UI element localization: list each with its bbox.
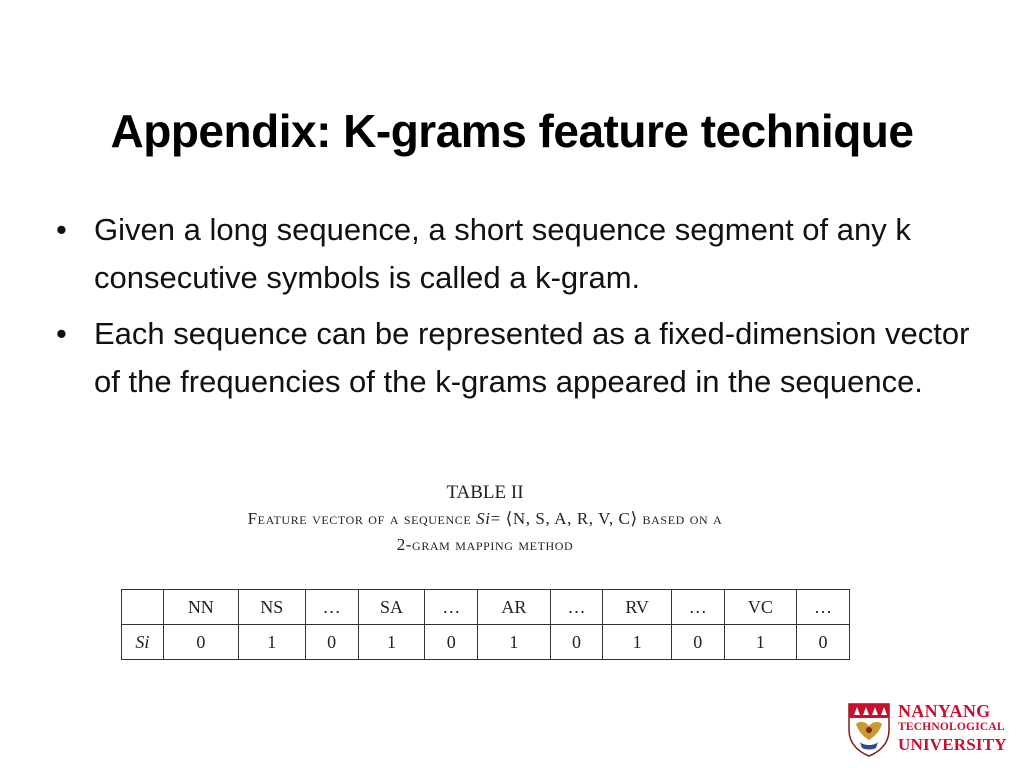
header-cell: …: [671, 590, 724, 625]
bullet-list: [54, 206, 974, 414]
bullet-text: Each sequence can be represented as a fixed-dimension vector of the frequencies of the k-grams appeared in the sequence.: [94, 316, 970, 399]
value-cell: 0: [305, 625, 358, 660]
header-cell: VC: [724, 590, 796, 625]
bullet-item: [54, 206, 974, 302]
table-caption: [120, 480, 850, 558]
logo-text-line: NANYANG: [898, 701, 991, 721]
header-cell: NN: [163, 590, 238, 625]
ntu-logo: [846, 700, 1010, 758]
caption-variable: Si: [476, 509, 491, 528]
table-header-row: [122, 590, 850, 625]
table-corner-cell: [122, 590, 164, 625]
header-cell: NS: [238, 590, 305, 625]
value-cell: 0: [425, 625, 478, 660]
header-cell: RV: [603, 590, 671, 625]
table-caption-line: 2-gram mapping method: [396, 535, 574, 554]
logo-text-line: UNIVERSITY: [898, 734, 1007, 754]
table-caption-line: [120, 506, 850, 532]
header-cell: …: [425, 590, 478, 625]
feature-table: [121, 589, 850, 660]
header-cell: SA: [358, 590, 425, 625]
caption-text: Feature vector of a sequence: [247, 509, 477, 528]
value-cell: 0: [671, 625, 724, 660]
slide-title: Appendix: K-grams feature technique: [110, 105, 914, 157]
caption-text: = ⟨N, S, A, R, V, C⟩ based on a: [490, 509, 723, 528]
bullet-text: Given a long sequence, a short sequence segment of any k consecutive symbols is called a k-gram.: [94, 212, 911, 295]
value-cell: 0: [550, 625, 603, 660]
header-cell: …: [550, 590, 603, 625]
bullet-dot: •: [56, 316, 67, 351]
value-cell: 1: [603, 625, 671, 660]
header-cell: …: [305, 590, 358, 625]
value-cell: 0: [163, 625, 238, 660]
bullet-dot: •: [56, 212, 67, 247]
bullet-item: [54, 310, 974, 406]
table-row: [122, 625, 850, 660]
logo-text-line: TECHNOLOGICAL: [898, 721, 1005, 733]
row-label-cell: Si: [122, 625, 164, 660]
value-cell: 1: [478, 625, 550, 660]
value-cell: 1: [724, 625, 796, 660]
header-cell: AR: [478, 590, 550, 625]
table-number: TABLE II: [446, 482, 524, 503]
logo-wordmark: [898, 702, 1007, 753]
value-cell: 0: [797, 625, 850, 660]
header-cell: …: [797, 590, 850, 625]
crest-icon: [846, 700, 892, 758]
value-cell: 1: [358, 625, 425, 660]
value-cell: 1: [238, 625, 305, 660]
